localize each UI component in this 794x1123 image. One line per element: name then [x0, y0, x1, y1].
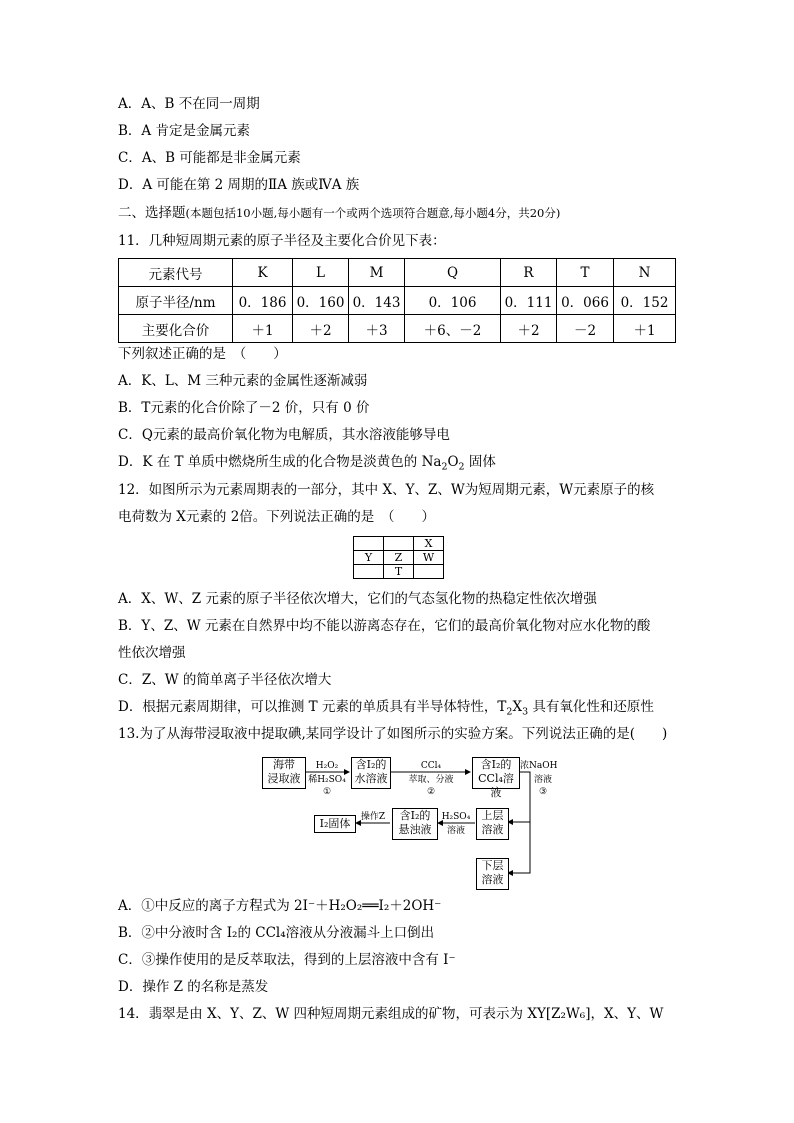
- table-cell: 0．160: [293, 287, 349, 315]
- flow-box-line: CCl₄溶液: [478, 772, 514, 799]
- prev-option-a: A．A、B 不在同一周期: [118, 96, 260, 112]
- flow-box-line: 含I₂的: [480, 758, 512, 771]
- flow-box-lower-layer: [476, 858, 509, 890]
- q12-stem-line2: 电荷数为 X元素的 2倍。下列说法正确的是 （ ）: [118, 509, 436, 525]
- flow-label-step3-bottom: 溶液: [533, 775, 552, 785]
- flow-box-line: 溶液: [481, 873, 504, 886]
- q12-d-text: D．根据元素周期律，可以推测 T 元素的单质具有半导体特性，T: [118, 699, 507, 715]
- q12-option-b-line2: 性依次增强: [118, 645, 186, 661]
- table-cell: 原子半径/nm: [119, 287, 233, 315]
- flow-box-line: 溶液: [481, 823, 504, 836]
- table-cell: ＋6、－2: [405, 315, 501, 343]
- flow-label-step3-num: ③: [538, 787, 548, 797]
- table-cell: Q: [405, 259, 501, 287]
- flow-box-line: 浸取液: [267, 772, 301, 785]
- q14-stem: 14．翡翠是由 X、Y、Z、W 四种短周期元素组成的矿物，可表示为 XY[Z₂W₆]，X、Y、W: [118, 1006, 664, 1022]
- flow-box-line: 上层: [481, 809, 504, 822]
- flow-label-step3-top: 浓NaOH: [520, 761, 558, 771]
- q13-option-d: D．操作 Z 的名称是蒸发: [118, 979, 269, 995]
- flow-box-i2-solid: I₂固体: [314, 815, 356, 833]
- flow-box-line: 水溶液: [354, 772, 388, 785]
- flow-label-step2-num: ②: [426, 787, 436, 797]
- q12-d-post: 具有氧化性和还原性: [528, 699, 654, 715]
- grid-cell: X: [414, 537, 444, 551]
- table-cell: T: [557, 259, 614, 287]
- flow-label-step1-num: ①: [322, 787, 332, 797]
- table-cell: ＋2: [501, 315, 557, 343]
- table-cell: K: [233, 259, 293, 287]
- flow-box-line: 悬浊液: [398, 823, 432, 836]
- table-cell: 元素代号: [119, 259, 233, 287]
- flow-label-step2-bottom: 萃取、分液: [408, 775, 454, 785]
- table-cell: －2: [557, 315, 614, 343]
- flow-box-suspension: [392, 808, 438, 840]
- flow-box-kelp-extract: [262, 757, 306, 789]
- grid-cell: T: [384, 565, 414, 579]
- section-title: 二、选择题: [118, 205, 186, 221]
- table-cell: 0．143: [349, 287, 405, 315]
- table-cell: L: [293, 259, 349, 287]
- q12-option-a: A．X、W、Z 元素的原子半径依次增大，它们的气态氢化物的热稳定性依次增强: [118, 591, 597, 607]
- table-cell: 主要化合价: [119, 315, 233, 343]
- grid-cell: W: [414, 551, 444, 565]
- q11-d-mid: O: [447, 454, 459, 470]
- prev-option-d: D．A 可能在第 2 周期的ⅡA 族或ⅣA 族: [118, 177, 360, 193]
- grid-cell: Y: [354, 551, 384, 565]
- q11-d-sub2: 2: [458, 461, 465, 473]
- q11-option-c: C．Q元素的最高价氧化物为电解质，其水溶液能够导电: [118, 427, 450, 443]
- q13-option-a: A．①中反应的离子方程式为 2I⁻＋H₂O₂══I₂＋2OH⁻: [118, 898, 442, 914]
- flow-label-step4-bottom: 溶液: [446, 826, 465, 836]
- q11-option-a: A．K、L、M 三种元素的金属性逐渐减弱: [118, 373, 368, 389]
- table-cell: ＋2: [293, 315, 349, 343]
- table-cell: M: [349, 259, 405, 287]
- q13-option-c: C．③操作使用的是反萃取法，得到的上层溶液中含有 I⁻: [118, 952, 456, 968]
- table-cell: 0．106: [405, 287, 501, 315]
- q12-option-b-line1: B．Y、Z、W 元素在自然界中均不能以游离态存在，它们的最高价氧化物对应水化物的酸: [118, 618, 651, 634]
- flow-box-aqueous-i2: [351, 757, 391, 789]
- table-cell: ＋1: [233, 315, 293, 343]
- table-cell: N: [614, 259, 676, 287]
- q13-stem: 13.为了从海带浸取液中提取碘,某同学设计了如图所示的实验方案。下列说法正确的是( ): [118, 726, 668, 742]
- q11-d-sub1: 2: [441, 461, 448, 473]
- grid-cell: Z: [384, 551, 414, 565]
- prev-option-b: B．A 肯定是金属元素: [118, 123, 250, 139]
- q11-d-post: 固体: [464, 454, 496, 470]
- flow-box-ccl4-i2: [472, 757, 520, 799]
- q12-option-c: C．Z、W 的简单离子半径依次增大: [118, 672, 332, 688]
- flow-label-step1-top: H₂O₂: [315, 761, 339, 771]
- q13-option-b: B．②中分液时含 I₂的 CCl₄溶液从分液漏斗上口倒出: [118, 925, 435, 941]
- table-cell: 0．111: [501, 287, 557, 315]
- flow-box-line: 含I₂的: [399, 809, 431, 822]
- flow-label-step4-top: H₂SO₄: [441, 812, 471, 822]
- flow-label-step5: 操作Z: [360, 812, 386, 822]
- table-cell: R: [501, 259, 557, 287]
- flow-box-line: 含I₂的: [355, 758, 387, 771]
- flow-label-step2-top: CCl₄: [420, 761, 442, 771]
- table-cell: ＋3: [349, 315, 405, 343]
- prev-option-c: C．A、B 可能都是非金属元素: [118, 150, 301, 166]
- q12-d-sub2: 3: [522, 706, 529, 718]
- flow-label-step1-bottom: 稀H₂SO₄: [308, 775, 346, 785]
- section-note: (本题包括10小题,每小题有一个或两个选项符合题意,每小题4分，共20分): [185, 206, 561, 220]
- table-cell: 0．152: [614, 287, 676, 315]
- table-cell: ＋1: [614, 315, 676, 343]
- table-cell: 0．186: [233, 287, 293, 315]
- q11-d-text: D．K 在 T 单质中燃烧所生成的化合物是淡黄色的 Na: [118, 454, 442, 470]
- q12-d-mid: X: [512, 699, 523, 715]
- flow-box-line: 下层: [481, 859, 504, 872]
- table-cell: 0．066: [557, 287, 614, 315]
- q11-stem: 11．几种短周期元素的原子半径及主要化合价见下表：: [118, 233, 446, 249]
- q12-stem-line1: 12．如图所示为元素周期表的一部分，其中 X、Y、Z、W为短周期元素，W元素原子的核: [118, 482, 655, 498]
- flow-box-line: 海带: [273, 758, 295, 771]
- flow-box-upper-layer: [476, 808, 509, 840]
- q11-option-b: B．T元素的化合价除了－2 价，只有 0 价: [118, 400, 370, 416]
- q12-d-sub1: 2: [506, 706, 513, 718]
- q11-prompt: 下列叙述正确的是 （ ）: [118, 346, 287, 362]
